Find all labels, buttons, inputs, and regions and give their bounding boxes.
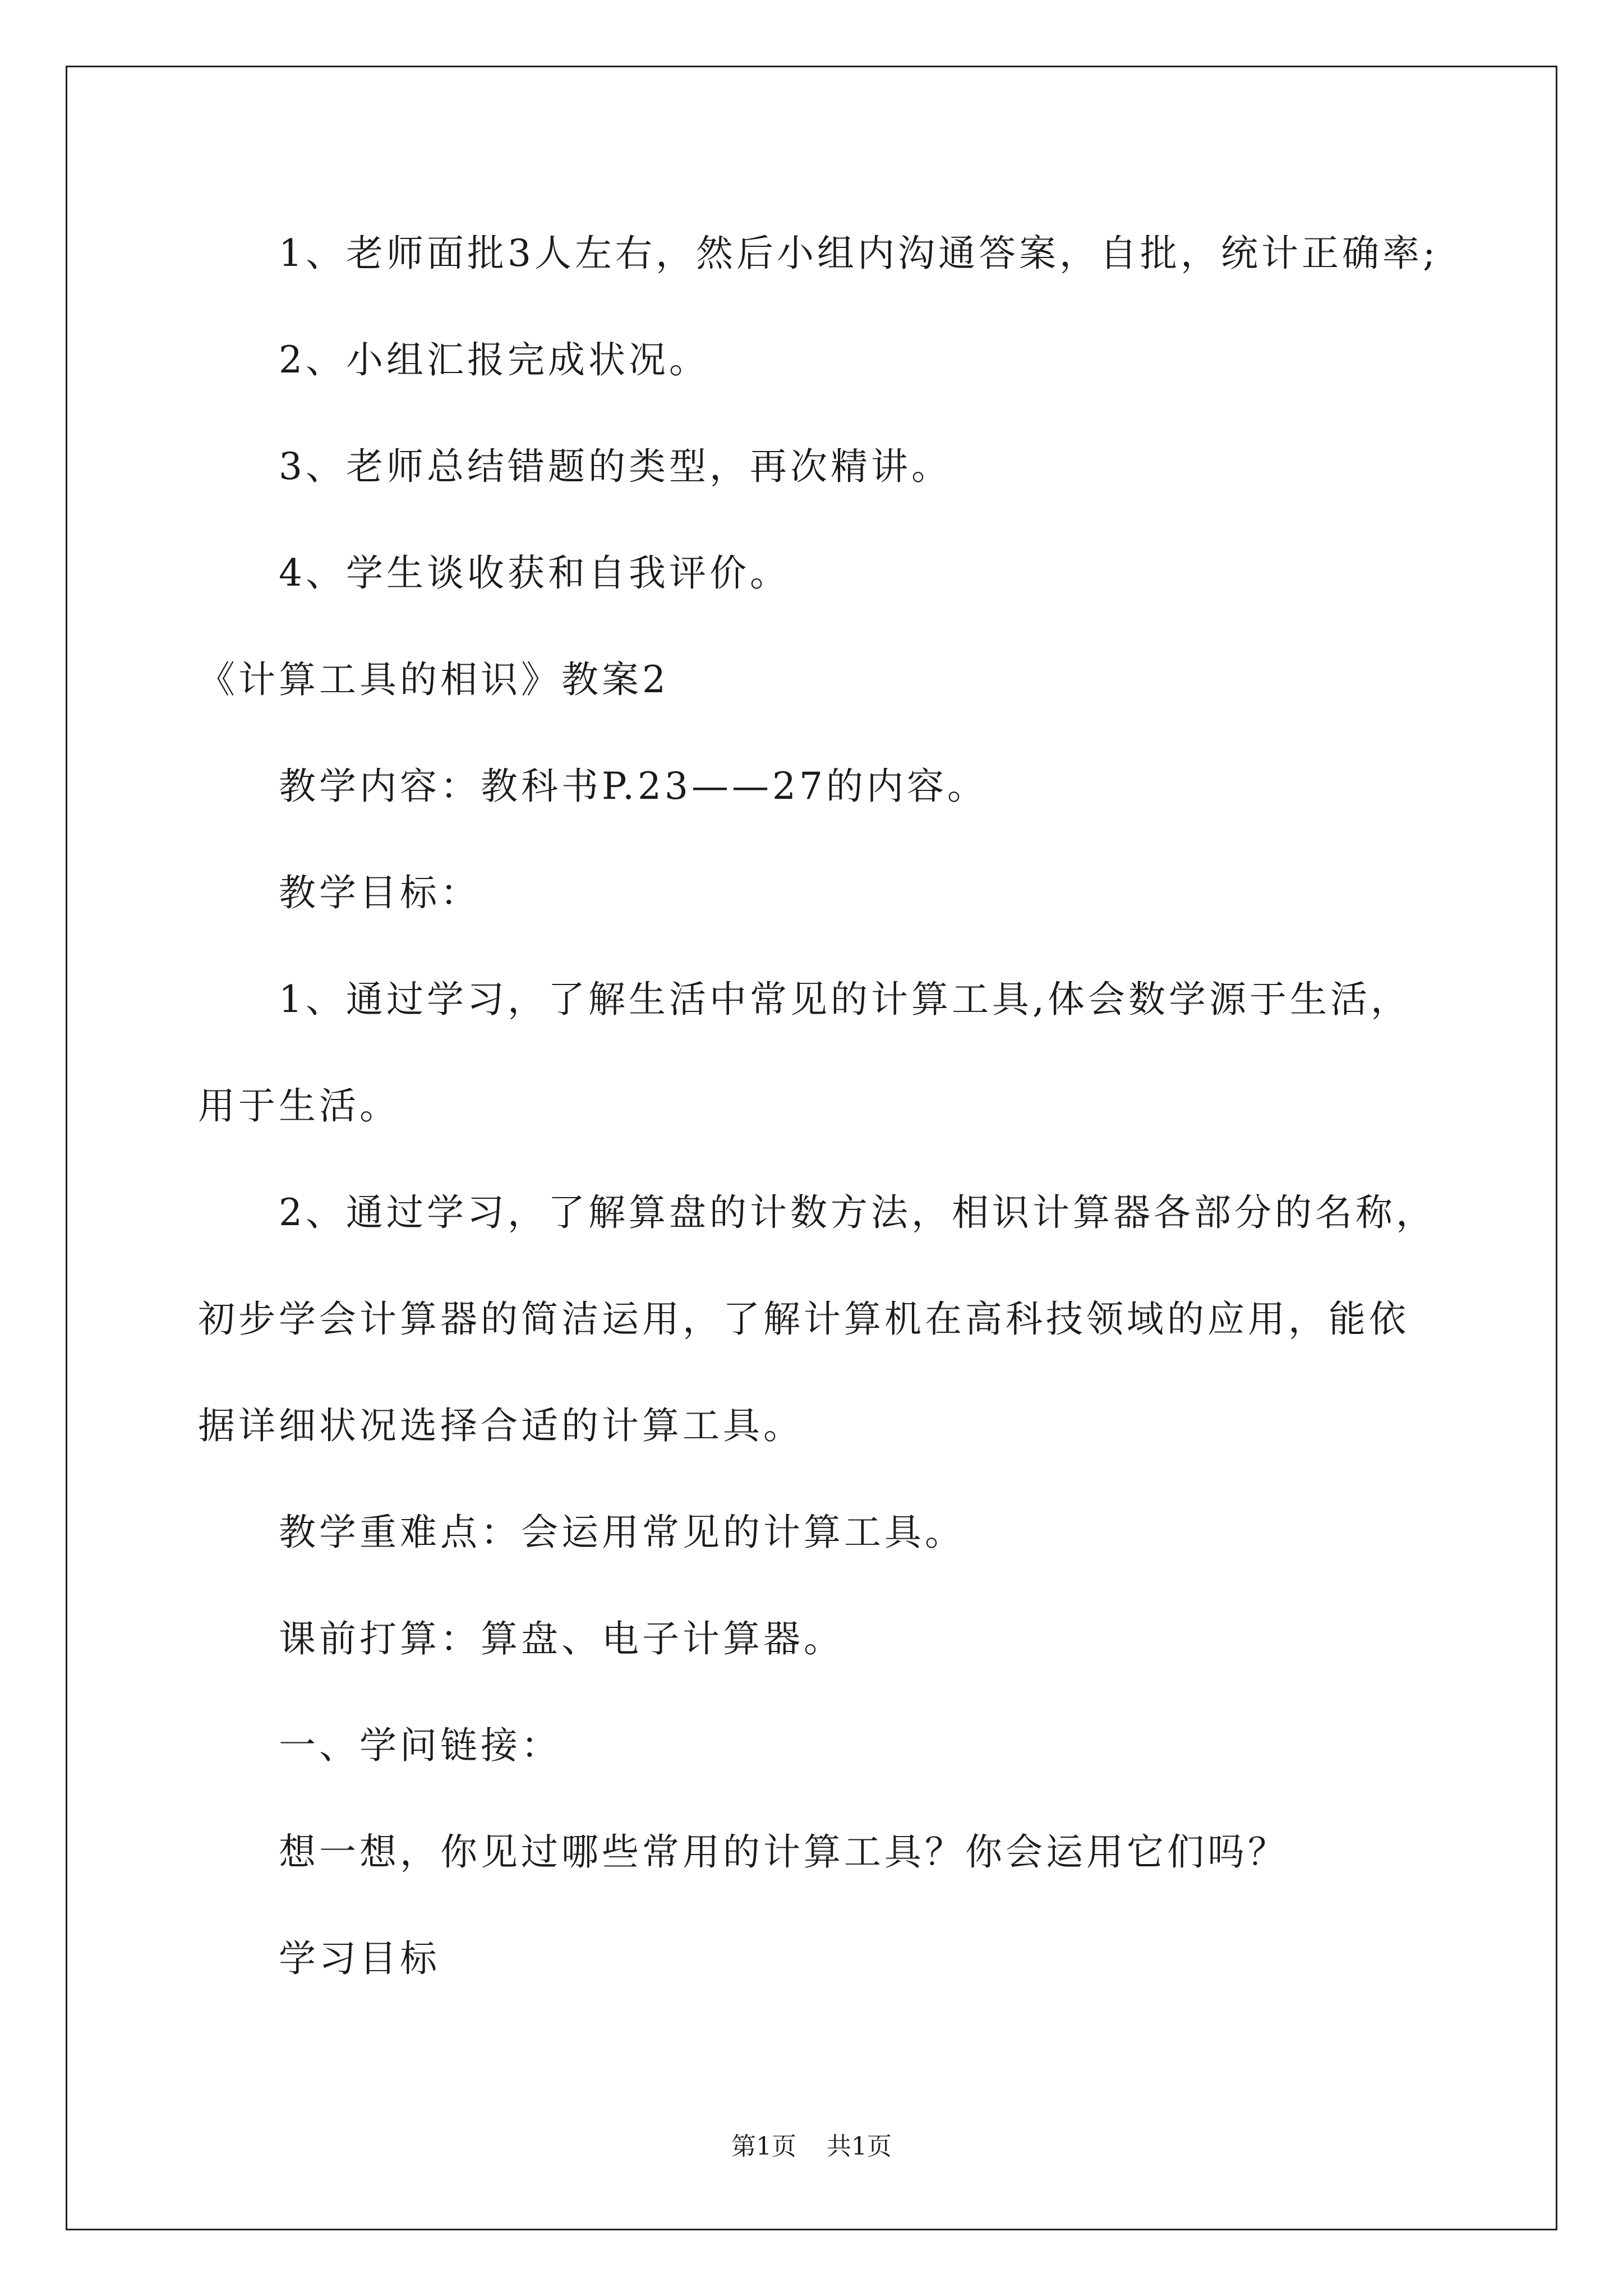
- paragraph-goal-1-line-1: 1、通过学习，了解生活中常见的计算工具,体会数学源于生活，: [279, 978, 1411, 1021]
- paragraph-think-question: 想一想，你见过哪些常用的计算工具？你会运用它们吗？: [279, 1830, 1288, 1874]
- paragraph-goal-2-line-2: 初步学会计算器的简洁运用，了解计算机在高科技领域的应用，能依: [198, 1297, 1409, 1341]
- paragraph-knowledge-link-heading: 一、学问链接：: [279, 1724, 561, 1767]
- paragraph-goal-1-line-2: 用于生活。: [198, 1084, 400, 1128]
- paragraph-review-step-2: 2、小组汇报完成状况。: [279, 338, 709, 381]
- paragraph-review-step-3: 3、老师总结错题的类型，再次精讲。: [279, 445, 952, 488]
- paragraph-preparation: 课前打算：算盘、电子计算器。: [279, 1617, 844, 1660]
- paragraph-learning-goals-heading: 学习目标: [279, 1937, 440, 1980]
- page-footer: [0, 2134, 1623, 2159]
- paragraph-teaching-goals-heading: 教学目标：: [279, 871, 481, 914]
- paragraph-review-step-1: 1、老师面批3人左右，然后小组内沟通答案，自批，统计正确率;: [279, 232, 1439, 275]
- paragraph-goal-2-line-1: 2、通过学习，了解算盘的计数方法，相识计算器各部分的名称，: [279, 1191, 1436, 1234]
- paragraph-review-step-4: 4、学生谈收获和自我评价。: [279, 551, 790, 595]
- page-border: [66, 66, 1557, 2230]
- page-number: 第1页: [731, 2132, 796, 2161]
- paragraph-key-difficulty: 教学重难点：会运用常见的计算工具。: [279, 1511, 965, 1554]
- paragraph-teaching-content: 教学内容：教科书P.23——27的内容。: [279, 765, 988, 808]
- page-total: 共1页: [827, 2132, 892, 2161]
- section-title: 《计算工具的相识》教案2: [198, 658, 669, 701]
- paragraph-goal-2-line-3: 据详细状况选择合适的计算工具。: [198, 1404, 804, 1447]
